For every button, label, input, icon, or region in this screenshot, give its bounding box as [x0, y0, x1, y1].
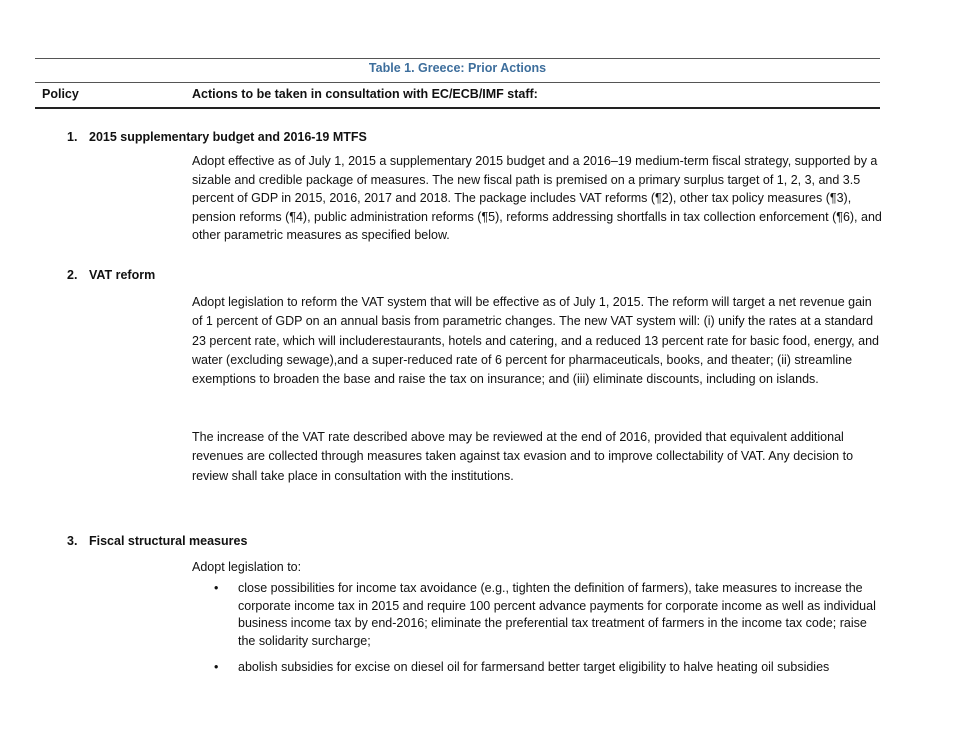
- section-title: VAT reform: [89, 268, 156, 282]
- section-number: 2.: [67, 268, 78, 282]
- list-item-text: close possibilities for income tax avoidance (e.g., tighten the definition of farmers), take measures to increase the corporate income tax in 2015 and require 100 percent advance payments for corporate income as well as individual business income tax by end-2016; eliminate the preferential tax treatment of farmers in the income tax code; raise the solidarity surcharge;: [238, 581, 876, 648]
- table-title: Table 1. Greece: Prior Actions: [368, 61, 547, 75]
- column-header-policy: Policy: [42, 87, 79, 101]
- section-2-paragraph-1: Adopt legislation to reform the VAT system that will be effective as of July 1, 2015. The reform will target a net revenue gain of 1 percent of GDP on an annual basis from parametric changes. The new VAT system will: (i) unify the rates at a standard 23 percent rate, which will includerestaurants, hotels and catering, and a reduced 13 percent rate for basic food, energy, and water (excluding sewage),and a super-reduced rate of 6 percent for pharmaceuticals, books, and theater; (ii) streamline exemptions to broaden the base and raise the tax on insurance; and (iii) eliminate discounts, including on islands.: [192, 295, 879, 387]
- section-number: 1.: [67, 130, 78, 144]
- section-title: 2015 supplementary budget and 2016-19 MTFS: [89, 130, 367, 144]
- bullet-icon: •: [214, 581, 219, 595]
- section-number: 3.: [67, 534, 78, 548]
- section-1-paragraph: Adopt effective as of July 1, 2015 a supplementary 2015 budget and a 2016–19 medium-term fiscal strategy, supported by a sizable and credible package of measures. The new fiscal path is premised on a primary surplus target of 1, 2, 3, and 3.5 percent of GDP in 2015, 2016, 2017 and 2018. The package includes VAT reforms (¶2), other tax policy measures (¶3), pension reforms (¶4), public administration reforms (¶5), reforms addressing shortfalls in tax collection enforcement (¶6), and other parametric measures as specified below.: [192, 154, 882, 242]
- section-title: Fiscal structural measures: [89, 534, 248, 548]
- title-rule: [35, 82, 880, 83]
- bullet-icon: •: [214, 660, 219, 674]
- list-item: [192, 659, 882, 677]
- list-item-text: abolish subsidies for excise on diesel oil for farmersand better target eligibility to halve heating oil subsidies: [238, 660, 830, 674]
- section-2-paragraph-2: The increase of the VAT rate described above may be reviewed at the end of 2016, provided that equivalent additional revenues are collected through measures taken against tax evasion and to improve collectability of VAT. Any decision to review shall take place in consultation with the institutions.: [192, 430, 854, 483]
- header-rule: [35, 107, 880, 109]
- section-3-intro: Adopt legislation to:: [192, 560, 302, 574]
- top-rule: [35, 58, 880, 59]
- section-3-bullet-list: [192, 580, 882, 686]
- list-item: [192, 580, 882, 650]
- column-header-actions: Actions to be taken in consultation with EC/ECB/IMF staff:: [192, 87, 538, 101]
